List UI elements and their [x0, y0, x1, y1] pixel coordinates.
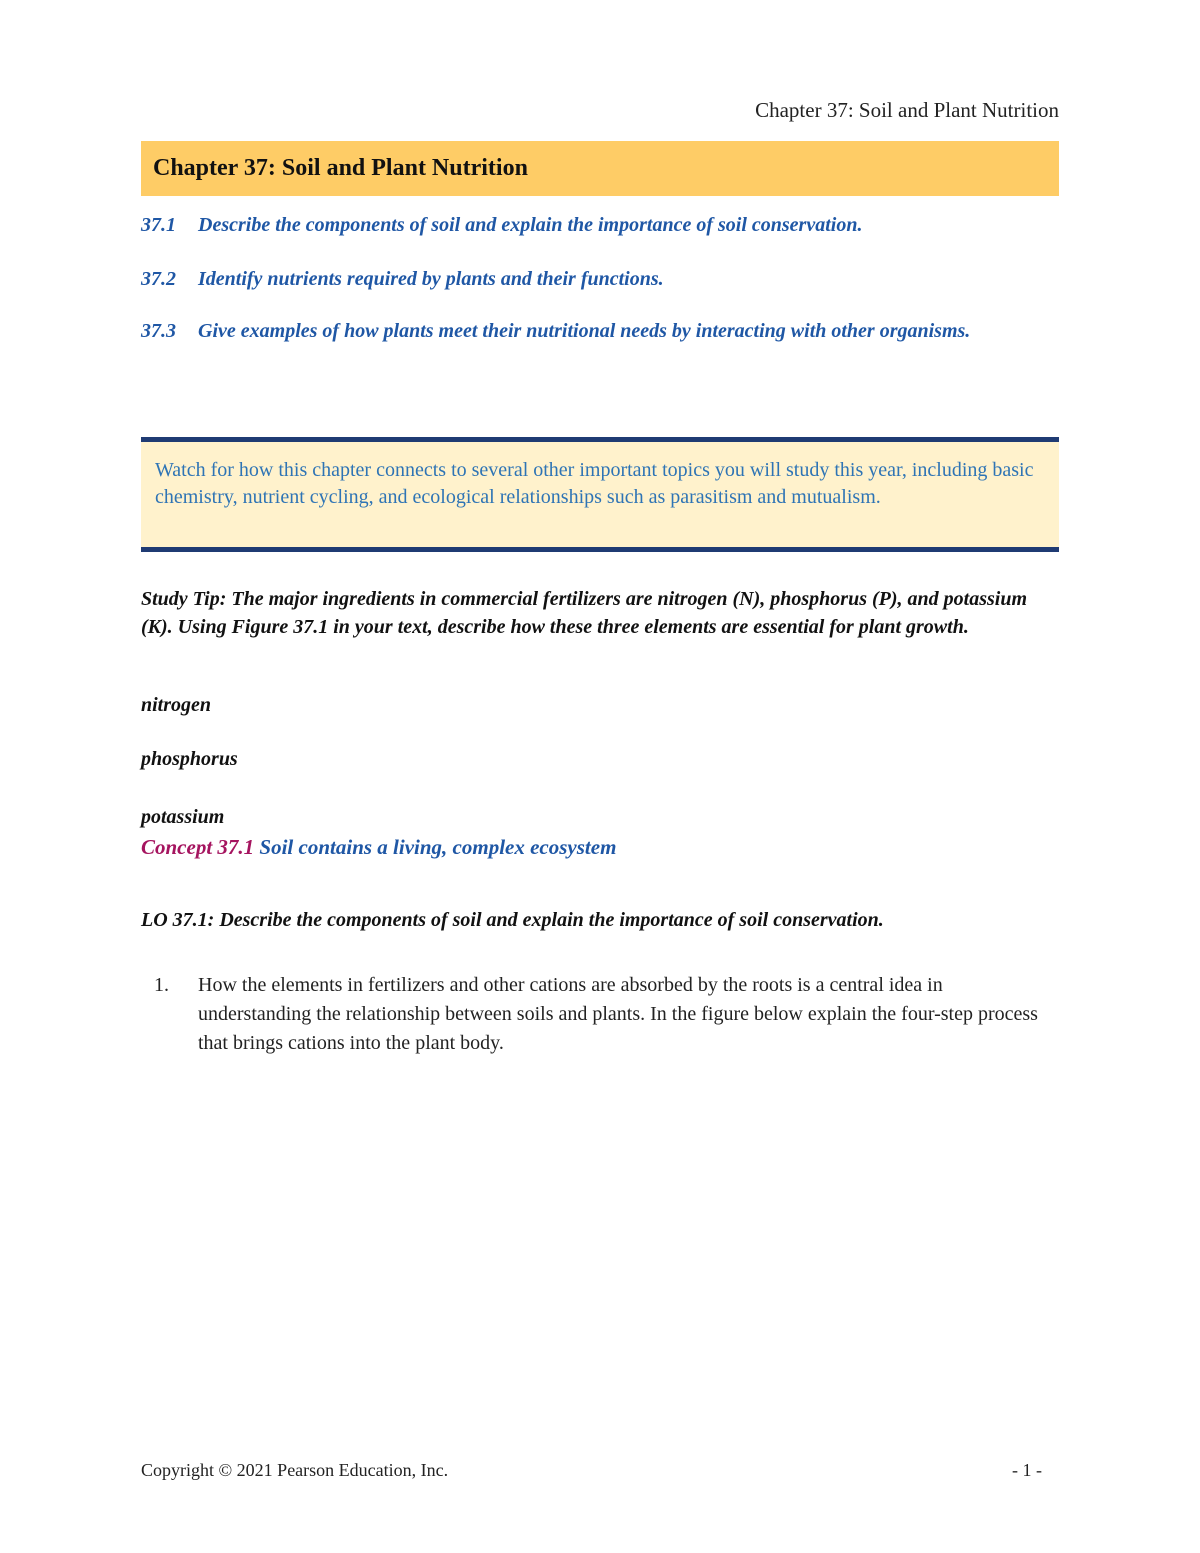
nutrient-phosphorus: phosphorus — [141, 748, 238, 770]
objective-text: Identify nutrients required by plants and their functions. — [198, 268, 664, 290]
connections-callout — [141, 437, 1059, 552]
study-tip: Study Tip: The major ingredients in commercial fertilizers are nitrogen (N), phosphorus (P), and potassium (K). Using Figure 37.1 in your text, describe how these three elements are essential for plant growth. — [141, 588, 1027, 638]
copyright-footer: Copyright © 2021 Pearson Education, Inc. — [141, 1460, 449, 1480]
objective-item — [141, 317, 1059, 345]
question-item — [141, 971, 1059, 1058]
callout-text: Watch for how this chapter connects to several other important topics you will study this year, including basic chemistry, nutrient cycling, and ecological relationships such as parasitism and mutualism. — [155, 459, 1034, 508]
chapter-title-band — [141, 141, 1059, 196]
concept-label: Concept 37.1 — [141, 835, 255, 859]
objective-item — [141, 265, 1059, 293]
question-number: 1. — [154, 974, 169, 996]
learning-objective: LO 37.1: Describe the components of soil and explain the importance of soil conservation. — [141, 909, 884, 931]
objective-item — [141, 211, 1059, 239]
nutrient-nitrogen: nitrogen — [141, 694, 212, 716]
objective-number: 37.1 — [141, 214, 176, 236]
objective-text: Give examples of how plants meet their nutritional needs by interacting with other organisms. — [198, 320, 971, 342]
nutrient-potassium: potassium — [141, 806, 225, 828]
chapter-title: Chapter 37: Soil and Plant Nutrition — [153, 155, 528, 181]
concept-text: Soil contains a living, complex ecosystem — [254, 835, 617, 859]
objective-text: Describe the components of soil and explain the importance of soil conservation. — [198, 214, 863, 236]
running-header: Chapter 37: Soil and Plant Nutrition — [755, 98, 1059, 122]
objective-number: 37.2 — [141, 268, 176, 290]
page-number: - 1 - — [1012, 1460, 1042, 1480]
objective-number: 37.3 — [141, 320, 176, 342]
concept-heading — [141, 835, 616, 860]
question-text: How the elements in fertilizers and other cations are absorbed by the roots is a central idea in understanding the relationship between soils and plants. In the figure below explain the four-step process that brings cations into the plant body. — [198, 974, 1038, 1054]
